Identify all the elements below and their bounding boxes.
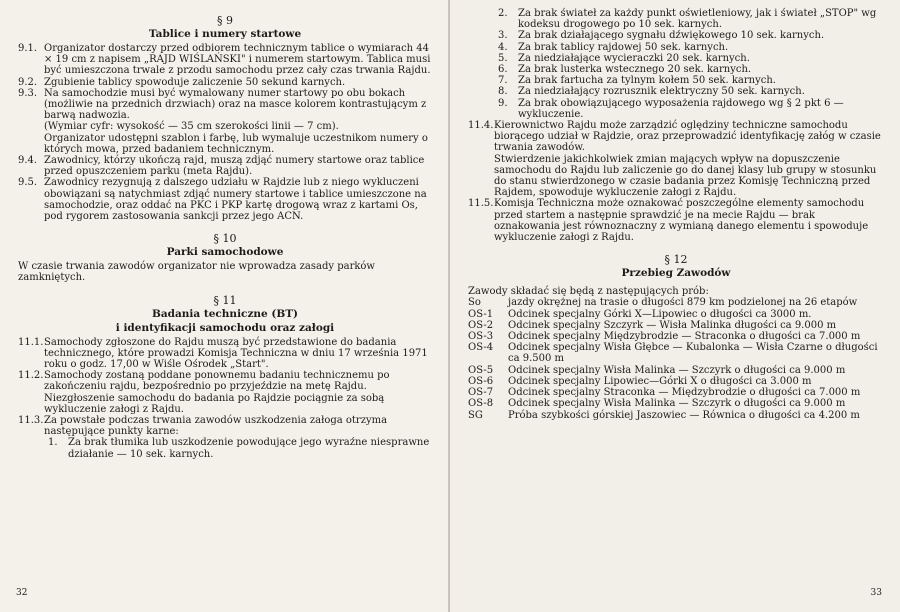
penalty-item-1 — [18, 437, 432, 459]
section-10-title: Parki samochodowe — [166, 246, 284, 259]
penalty-text: Za brak lusterka wstecznego 20 sek. karnych. — [518, 64, 752, 76]
clause-9-3-template: Organizator udostępni szablon i farbę, lub wymaluje uczestnikom numery o których mowa, przed badaniem technicznym. — [44, 132, 428, 155]
stage-row — [468, 398, 884, 409]
stage-row — [468, 410, 884, 421]
penalty-item-5 — [468, 53, 884, 64]
penalty-list — [468, 8, 884, 120]
stage-code: So — [468, 297, 481, 309]
penalty-text: Za niedziałający rozrusznik elektryczny 50 sek. karnych. — [518, 86, 805, 98]
penalty-text: Za brak działającego sygnału dźwiękowego 10 sek. karnych. — [518, 30, 825, 42]
clause-number: 9.2. — [18, 76, 38, 88]
clause-number: 11.1. — [18, 336, 44, 348]
clause-11-4-note: Stwierdzenie jakichkolwiek zmian mających wpływ na dopuszczenie samochodu do Rajdu lub zaliczenie go do danej klasy lub grupy w stosunku do stanu stwierdzonego w czasie badania przez Komisję Techniczną przed Rajdem, spowoduje wykluczenie załogi z Rajdu. — [494, 153, 877, 199]
stage-row — [468, 331, 884, 342]
penalty-text: Za niedziałające wycieraczki 20 sek. karnych. — [518, 52, 750, 64]
penalty-text: Za brak tłumika lub uszkodzenie powodujące jego wyraźne niesprawne działanie — 10 sek. karnych. — [68, 437, 430, 460]
clause-9-3-dimensions: (Wymiar cyfr: wysokość — 35 cm szerokości linii — 7 cm). — [44, 121, 339, 133]
section-9-heading: § 9 — [217, 14, 233, 27]
penalty-number: 6. — [498, 64, 508, 76]
clause-number: 11.3. — [18, 415, 44, 427]
section-10-text: W czasie trwania zawodów organizator nie wprowadza zasady parków zamkniętych. — [18, 261, 375, 284]
stage-code: SG — [468, 409, 483, 421]
stage-description: Odcinek specjalny Międzybrodzie — Straconka o długości ca 7.000 m — [508, 331, 861, 343]
stage-description: Odcinek specjalny Wisła Malinka — Szczyrk o długości ca 9.000 m — [508, 364, 846, 376]
penalty-item-9 — [468, 98, 884, 120]
clause-text: Organizator dostarczy przed odbiorem technicznym tablice o wymiarach 44 × 19 cm z napisem „RAJD WIŚLAŃSKI" i numerem startowym. Tablica musi być umieszczona trwale z przodu samochodu przez cały czas trwania Rajdu. — [44, 43, 431, 77]
clause-text: Samochody zostaną poddane ponownemu badaniu technicznemu po zakończeniu rajdu, bezpośrednio po przyjeździe na metę Rajdu. — [44, 370, 390, 393]
stage-description: Odcinek specjalny Wisła Malinka — Szczyrk o długości ca 9.000 m — [508, 398, 846, 410]
stage-code: OS-4 — [468, 342, 494, 354]
stage-code: OS-2 — [468, 319, 494, 331]
penalty-item-6 — [468, 64, 884, 75]
penalty-item-3 — [468, 30, 884, 41]
penalty-number: 5. — [498, 52, 508, 64]
stage-description: Odcinek specjalny Szczyrk — Wisła Malinka długości ca 9.000 m — [508, 319, 837, 331]
page-number: 33 — [870, 588, 882, 598]
clause-number: 11.4. — [468, 120, 494, 132]
penalty-text: Za brak fartucha za tylnym kołem 50 sek. karnych. — [518, 75, 776, 87]
section-9-title: Tablice i numery startowe — [148, 28, 302, 40]
stage-description: Odcinek specjalny Lipowiec—Górki X o długości ca 3.000 m — [508, 375, 812, 387]
stage-description: Odcinek specjalny Wisła Głębce — Kubalonka — Wisła Czarne o długości ca 9.500 m — [508, 342, 878, 365]
stage-description: Odcinek specjalny Straconka — Międzybrodzie o długości ca 7.000 m — [508, 387, 861, 399]
clause-9-2 — [18, 77, 432, 88]
stage-row — [468, 342, 884, 364]
penalty-text: Za brak obowiązującego wyposażenia rajdowego wg § 2 pkt 6 — wykluczenie. — [518, 97, 844, 120]
clause-9-3 — [18, 88, 432, 122]
clause-text: Kierownictwo Rajdu może zarządzić oględziny techniczne samochodu biorącego udział w Rajdzie, oraz przeprowadzić identyfikację załóg w czasie trwania zawodów. — [494, 120, 881, 154]
clause-11-1 — [18, 337, 432, 371]
section-10-heading: § 10 — [213, 232, 237, 246]
clause-11-4 — [468, 120, 884, 154]
stage-code: OS-1 — [468, 308, 494, 320]
penalty-item-8 — [468, 86, 884, 97]
clause-text: Zawodnicy rezygnują z dalszego udziału w Rajdzie lub z niego wykluczeni obowiązani są natychmiast zdjąć numery startowe i tablice umieszczone na samochodzie, oraz oddać na PKC i PKP kartę drogową wraz z kartami Os, pod rygorem zastosowania sankcji przez jego ACN. — [44, 177, 427, 223]
clause-number: 11.2. — [18, 370, 44, 382]
penalty-number: 9. — [498, 97, 508, 109]
stage-list — [468, 297, 884, 420]
clause-number: 9.4. — [18, 155, 38, 167]
stage-code: OS-8 — [468, 398, 494, 410]
penalty-text: Za brak świateł za każdy punkt oświetleniowy, jak i świateł „STOP" wg kodeksu drogowego po 10 sek. karnych. — [518, 8, 877, 31]
section-11-title: Badania techniczne (BT) — [151, 307, 299, 320]
penalty-item-2 — [468, 8, 884, 30]
stage-description: jazdy okrężnej na trasie o długości 879 km podzielonej na 26 etapów — [508, 297, 858, 309]
clause-9-5 — [18, 177, 432, 222]
penalty-number: 2. — [498, 8, 508, 19]
section-11-heading: § 11 — [213, 293, 237, 307]
section-12-intro: Zawody składać się będą z następujących prób: — [468, 286, 709, 298]
stage-row — [468, 297, 884, 308]
clause-11-3 — [18, 415, 432, 437]
stage-row — [468, 365, 884, 376]
stage-code: OS-3 — [468, 331, 494, 343]
penalty-number: 8. — [498, 86, 508, 98]
penalty-item-4 — [468, 42, 884, 53]
clause-number: 11.5. — [468, 198, 494, 210]
penalty-item-7 — [468, 75, 884, 86]
stage-code: OS-6 — [468, 375, 494, 387]
stage-code: OS-7 — [468, 387, 494, 399]
stage-code: OS-5 — [468, 364, 494, 376]
clause-number: 9.5. — [18, 177, 38, 189]
page-number: 32 — [16, 588, 28, 598]
penalty-number: 7. — [498, 75, 508, 87]
stage-row — [468, 387, 884, 398]
stage-row — [468, 320, 884, 331]
penalty-number: 1. — [48, 437, 58, 449]
stage-row — [468, 376, 884, 387]
clause-11-2-note: Niezgłoszenie samochodu do badania po Rajdzie pociągnie za sobą wykluczenie załogi z Rajdu. — [44, 392, 385, 415]
clause-text: Zgubienie tablicy spowoduje zaliczenie 50 sekund karnych. — [44, 76, 346, 88]
penalty-number: 4. — [498, 41, 508, 53]
clause-11-2 — [18, 370, 432, 392]
clause-11-5 — [468, 198, 884, 243]
stage-row — [468, 309, 884, 320]
stage-description: Próba szybkości górskiej Jaszowiec — Równica o długości ca 4.200 m — [508, 409, 860, 421]
clause-9-1 — [18, 43, 432, 77]
stage-description: Odcinek specjalny Górki X—Lipowiec o długości ca 3000 m. — [508, 308, 812, 320]
clause-text: Na samochodzie musi być wymalowany numer startowy po obu bokach (możliwie na przednich drzwiach) oraz na masce kolorem kontrastującym z barwą nadwozia. — [44, 87, 427, 122]
section-12-heading: § 12 — [664, 253, 688, 267]
clause-text: Samochody zgłoszone do Rajdu muszą być przedstawione do badania technicznego, które prowadzi Komisja Techniczna w dniu 17 września 1971 roku o godz. 17,00 w Wiśle Ośrodek „Start". — [44, 336, 428, 371]
section-12-title: Przebieg Zawodów — [621, 267, 731, 280]
clause-9-4 — [18, 155, 432, 177]
clause-text: Zawodnicy, którzy ukończą rajd, muszą zdjąć numery startowe oraz tablice przed opuszczeniem parku (meta Rajdu). — [44, 155, 425, 178]
right-page — [450, 0, 900, 612]
clause-text: Komisja Techniczna może oznakować poszczególne elementy samochodu przed startem a następnie sprawdzić je na mecie Rajdu — brak oznakowania jest równoznaczny z wymianą danego elementu i spowoduje wykluczenie załogi z Rajdu. — [494, 198, 869, 244]
clause-text: Za powstałe podczas trwania zawodów uszkodzenia załoga otrzyma następujące punkty karne: — [44, 415, 388, 438]
section-11-subtitle: i identyfikacji samochodu oraz załogi — [115, 321, 335, 334]
penalty-text: Za brak tablicy rajdowej 50 sek. karnych. — [518, 41, 729, 53]
clause-number: 9.3. — [18, 87, 38, 99]
clause-number: 9.1. — [18, 43, 38, 54]
penalty-number: 3. — [498, 30, 508, 42]
